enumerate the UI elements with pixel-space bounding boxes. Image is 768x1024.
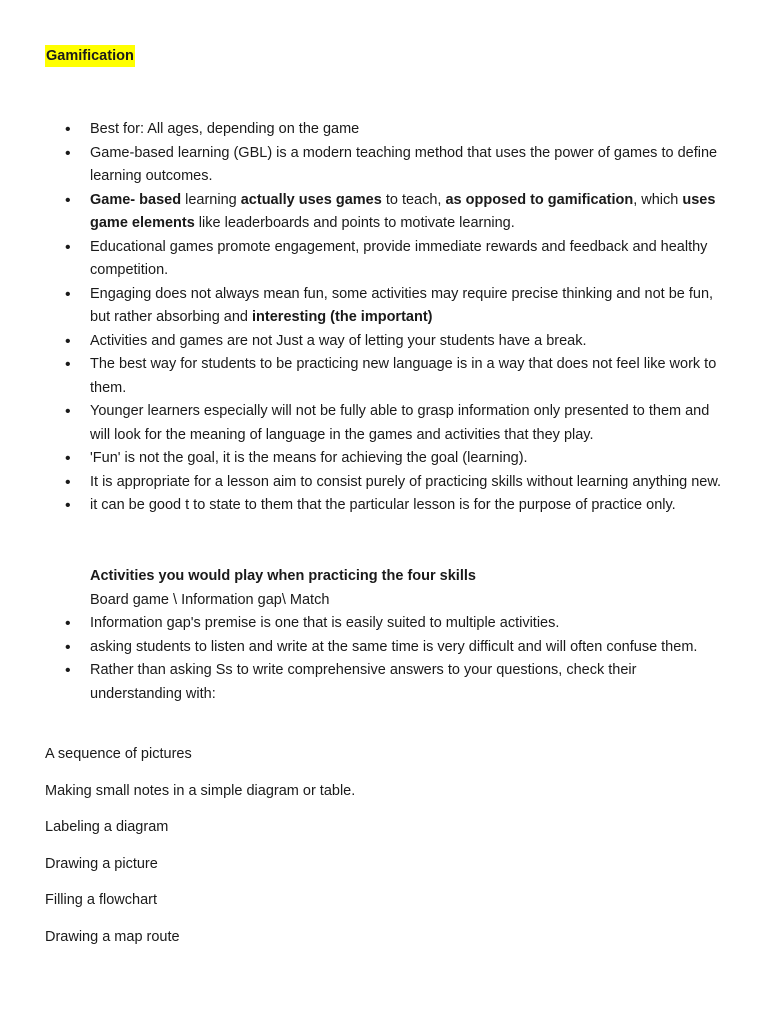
- text-run: to teach,: [381, 191, 446, 208]
- bullet-item: [45, 118, 725, 142]
- list-item: A sequence of pictures: [45, 746, 192, 762]
- text-run: learning: [181, 191, 241, 208]
- section-heading: Activities you would play when practicing the four skills: [90, 568, 476, 584]
- bullet-item: [45, 283, 725, 330]
- bullet-item: [45, 400, 725, 447]
- bullet-list-secondary: [45, 612, 725, 706]
- text-run: The best way for students to be practicing new language is in a way that does not feel like work to them.: [90, 356, 717, 396]
- list-item: Filling a flowchart: [45, 892, 158, 908]
- bullet-item: • Rather than asking Ss to write comprehensive answers to your questions, check their understanding with:: [45, 659, 725, 706]
- bullet-item: • asking students to listen and write at the same time is very difficult and will often confuse them.: [45, 636, 725, 660]
- text-run: It is appropriate for a lesson aim to consist purely of practicing skills without learning anything new.: [90, 473, 722, 490]
- text-run: Younger learners especially will not be fully able to grasp information only presented to them and will look for the meaning of language in the games and activities that they play.: [90, 403, 710, 443]
- section-activities-line: Board game \ Information gap\ Match: [90, 592, 330, 608]
- bullet-list: [45, 118, 725, 518]
- bullet-item: [45, 494, 725, 518]
- bullet-item: [45, 471, 725, 495]
- bullet-item: [45, 330, 725, 354]
- list-item: Drawing a picture: [45, 855, 158, 872]
- document-title: Gamification: [45, 45, 135, 67]
- text-run: Best for: All ages, depending on the game: [90, 121, 360, 137]
- bold-text: uses game elements: [90, 191, 716, 231]
- text-run: it can be good t to state to them that the particular lesson is for the purpose of practice only.: [90, 497, 676, 513]
- text-run: Engaging does not always mean fun, some activities may require precise thinking and not be fun, but rather absorbing and: [90, 285, 714, 325]
- bold-text: actually uses games: [240, 191, 382, 208]
- check-methods-list: [45, 743, 355, 962]
- list-item: Making small notes in a simple diagram or table.: [45, 782, 356, 799]
- bullet-item: [45, 189, 725, 236]
- bullet-item: [45, 447, 725, 471]
- bullet-item: [45, 142, 725, 189]
- bold-text: interesting (the important): [252, 309, 433, 325]
- bullet-item: [45, 353, 725, 400]
- list-item: Labeling a diagram: [45, 819, 169, 835]
- bullet-item: [45, 236, 725, 283]
- text-run: Game-based learning (GBL) is a modern teaching method that uses the power of games to define learning outcomes.: [90, 144, 718, 184]
- text-run: Activities and games are not Just a way of letting your students have a break.: [90, 332, 587, 349]
- bold-text: Game- based: [90, 191, 182, 208]
- text-run: like leaderboards and points to motivate learning.: [194, 215, 515, 231]
- list-item: Drawing a map route: [45, 928, 180, 945]
- text-run: Educational games promote engagement, provide immediate rewards and feedback and healthy competition.: [90, 238, 708, 278]
- bullet-item: • Information gap's premise is one that is easily suited to multiple activities.: [45, 612, 725, 636]
- text-run: 'Fun' is not the goal, it is the means for achieving the goal (learning).: [90, 450, 528, 466]
- bold-text: as opposed to gamification: [445, 191, 634, 208]
- text-run: , which: [633, 191, 683, 208]
